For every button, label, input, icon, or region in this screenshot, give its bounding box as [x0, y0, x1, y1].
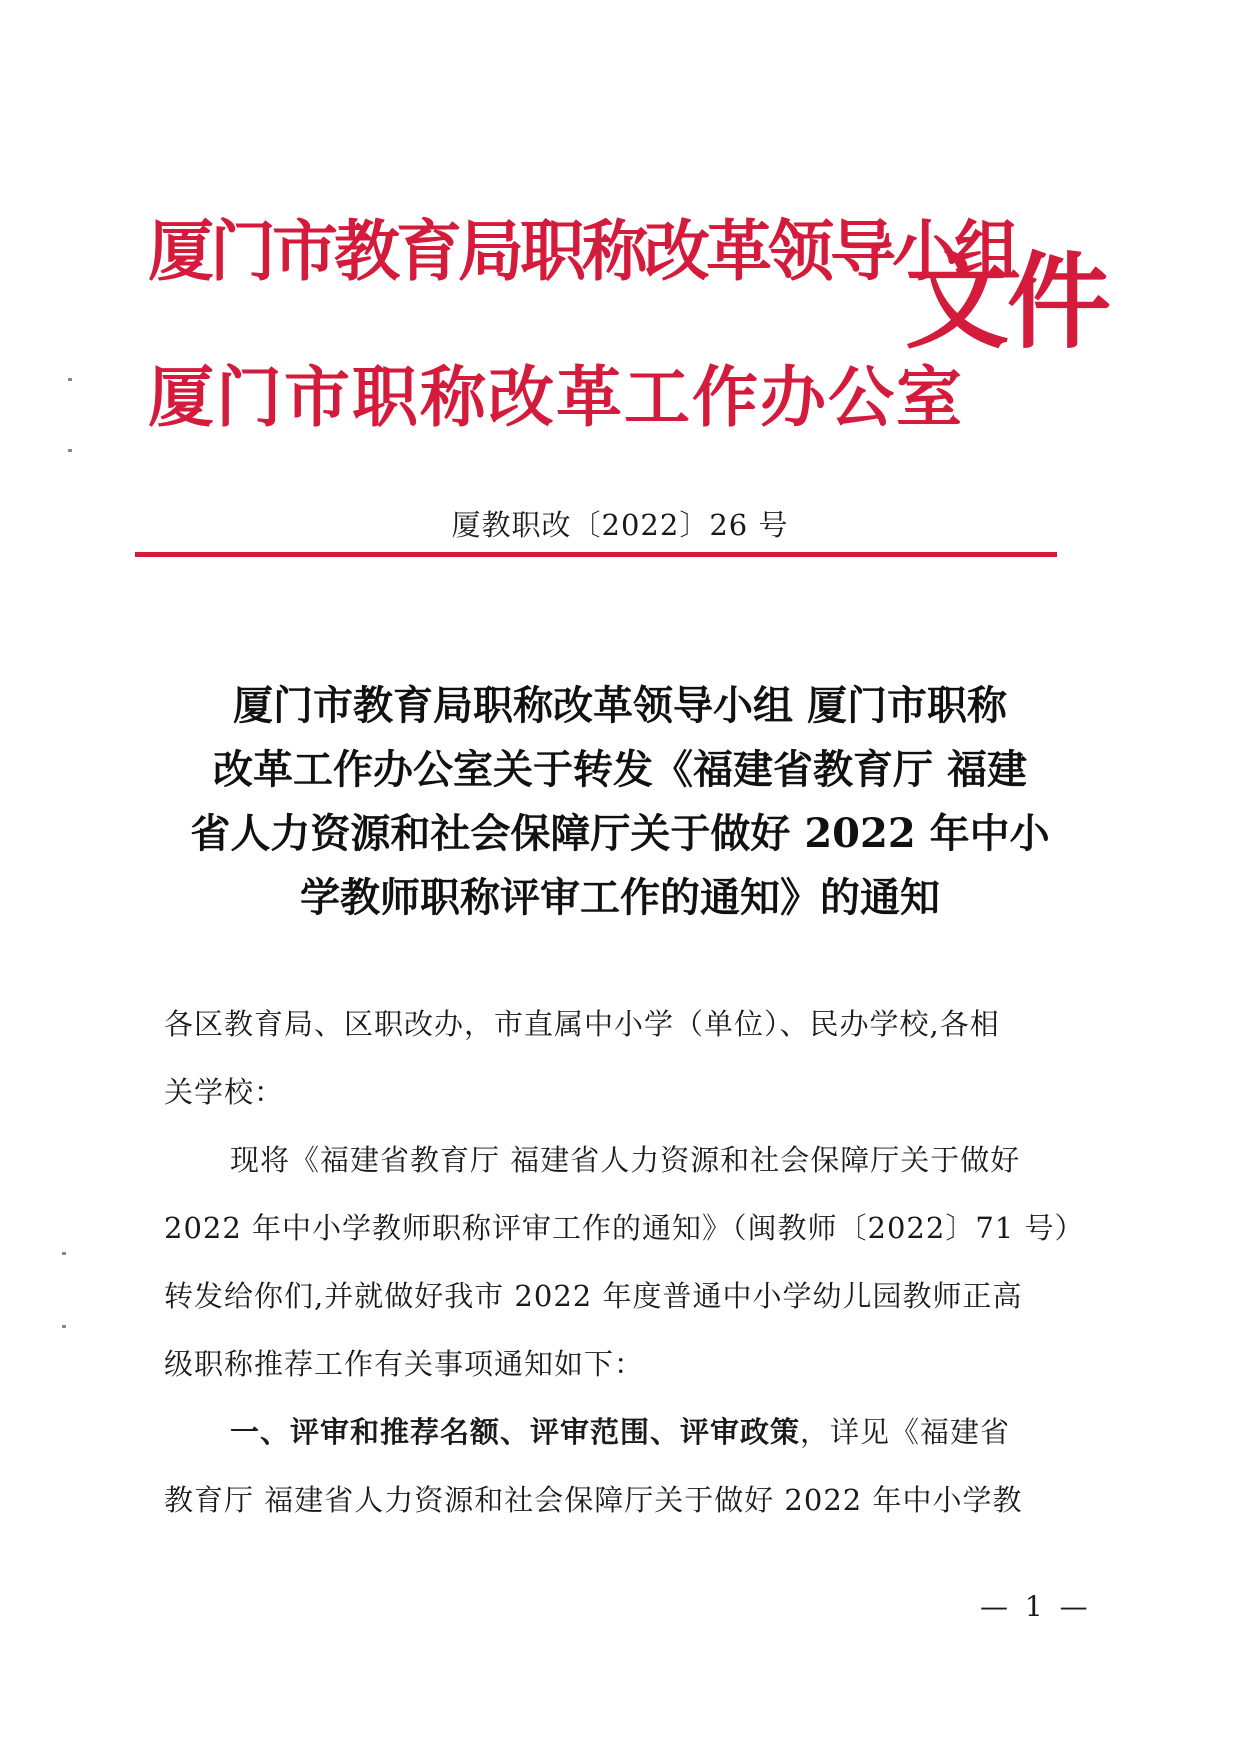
paragraph-line: 现将《福建省教育厅 福建省人力资源和社会保障厅关于做好 [230, 1143, 1021, 1177]
margin-mark [62, 1252, 66, 1255]
page-number: — 1 — [980, 1590, 1092, 1623]
margin-mark [68, 449, 72, 452]
document-word: 文件 [905, 240, 1110, 363]
issuer-line-1: 厦门市教育局职称改革领导小组 [148, 212, 1016, 290]
title-line: 改革工作办公室关于转发《福建省教育厅 福建 [213, 746, 1027, 793]
salutation-line: 关学校： [164, 1075, 285, 1109]
section-1-text: ，详见《福建省 [800, 1415, 1011, 1449]
document-title [160, 674, 1080, 930]
margin-mark [62, 1325, 66, 1328]
paragraph-line: 转发给你们,并就做好我市 2022 年度普通中小学幼儿园教师正高 [164, 1279, 1023, 1313]
margin-mark [68, 378, 72, 381]
document-body [164, 990, 1084, 1534]
document-number: 厦教职改〔2022〕26 号 [451, 508, 789, 542]
section-1-number: 一、 [230, 1415, 291, 1449]
title-line: 学教师职称评审工作的通知》的通知 [300, 874, 940, 921]
section-1-heading: 评审和推荐名额、评审范围、评审政策 [290, 1415, 801, 1449]
salutation-line: 各区教育局、区职改办，市直属中小学（单位）、民办学校,各相 [164, 1007, 1000, 1041]
paragraph-line: 2022 年中小学教师职称评审工作的通知》（闽教师〔2022〕71 号） [164, 1211, 1085, 1245]
title-line: 省人力资源和社会保障厅关于做好 2022 年中小 [190, 810, 1050, 857]
red-divider-line [135, 552, 1057, 557]
paragraph-line: 级职称推荐工作有关事项通知如下： [164, 1347, 645, 1381]
title-line: 厦门市教育局职称改革领导小组 厦门市职称 [233, 682, 1007, 729]
section-1-line [164, 1398, 1084, 1466]
issuer-line-2: 厦门市职称改革工作办公室 [148, 358, 964, 436]
red-masthead [0, 0, 1240, 460]
paragraph-line: 教育厅 福建省人力资源和社会保障厅关于做好 2022 年中小学教 [164, 1483, 1023, 1517]
